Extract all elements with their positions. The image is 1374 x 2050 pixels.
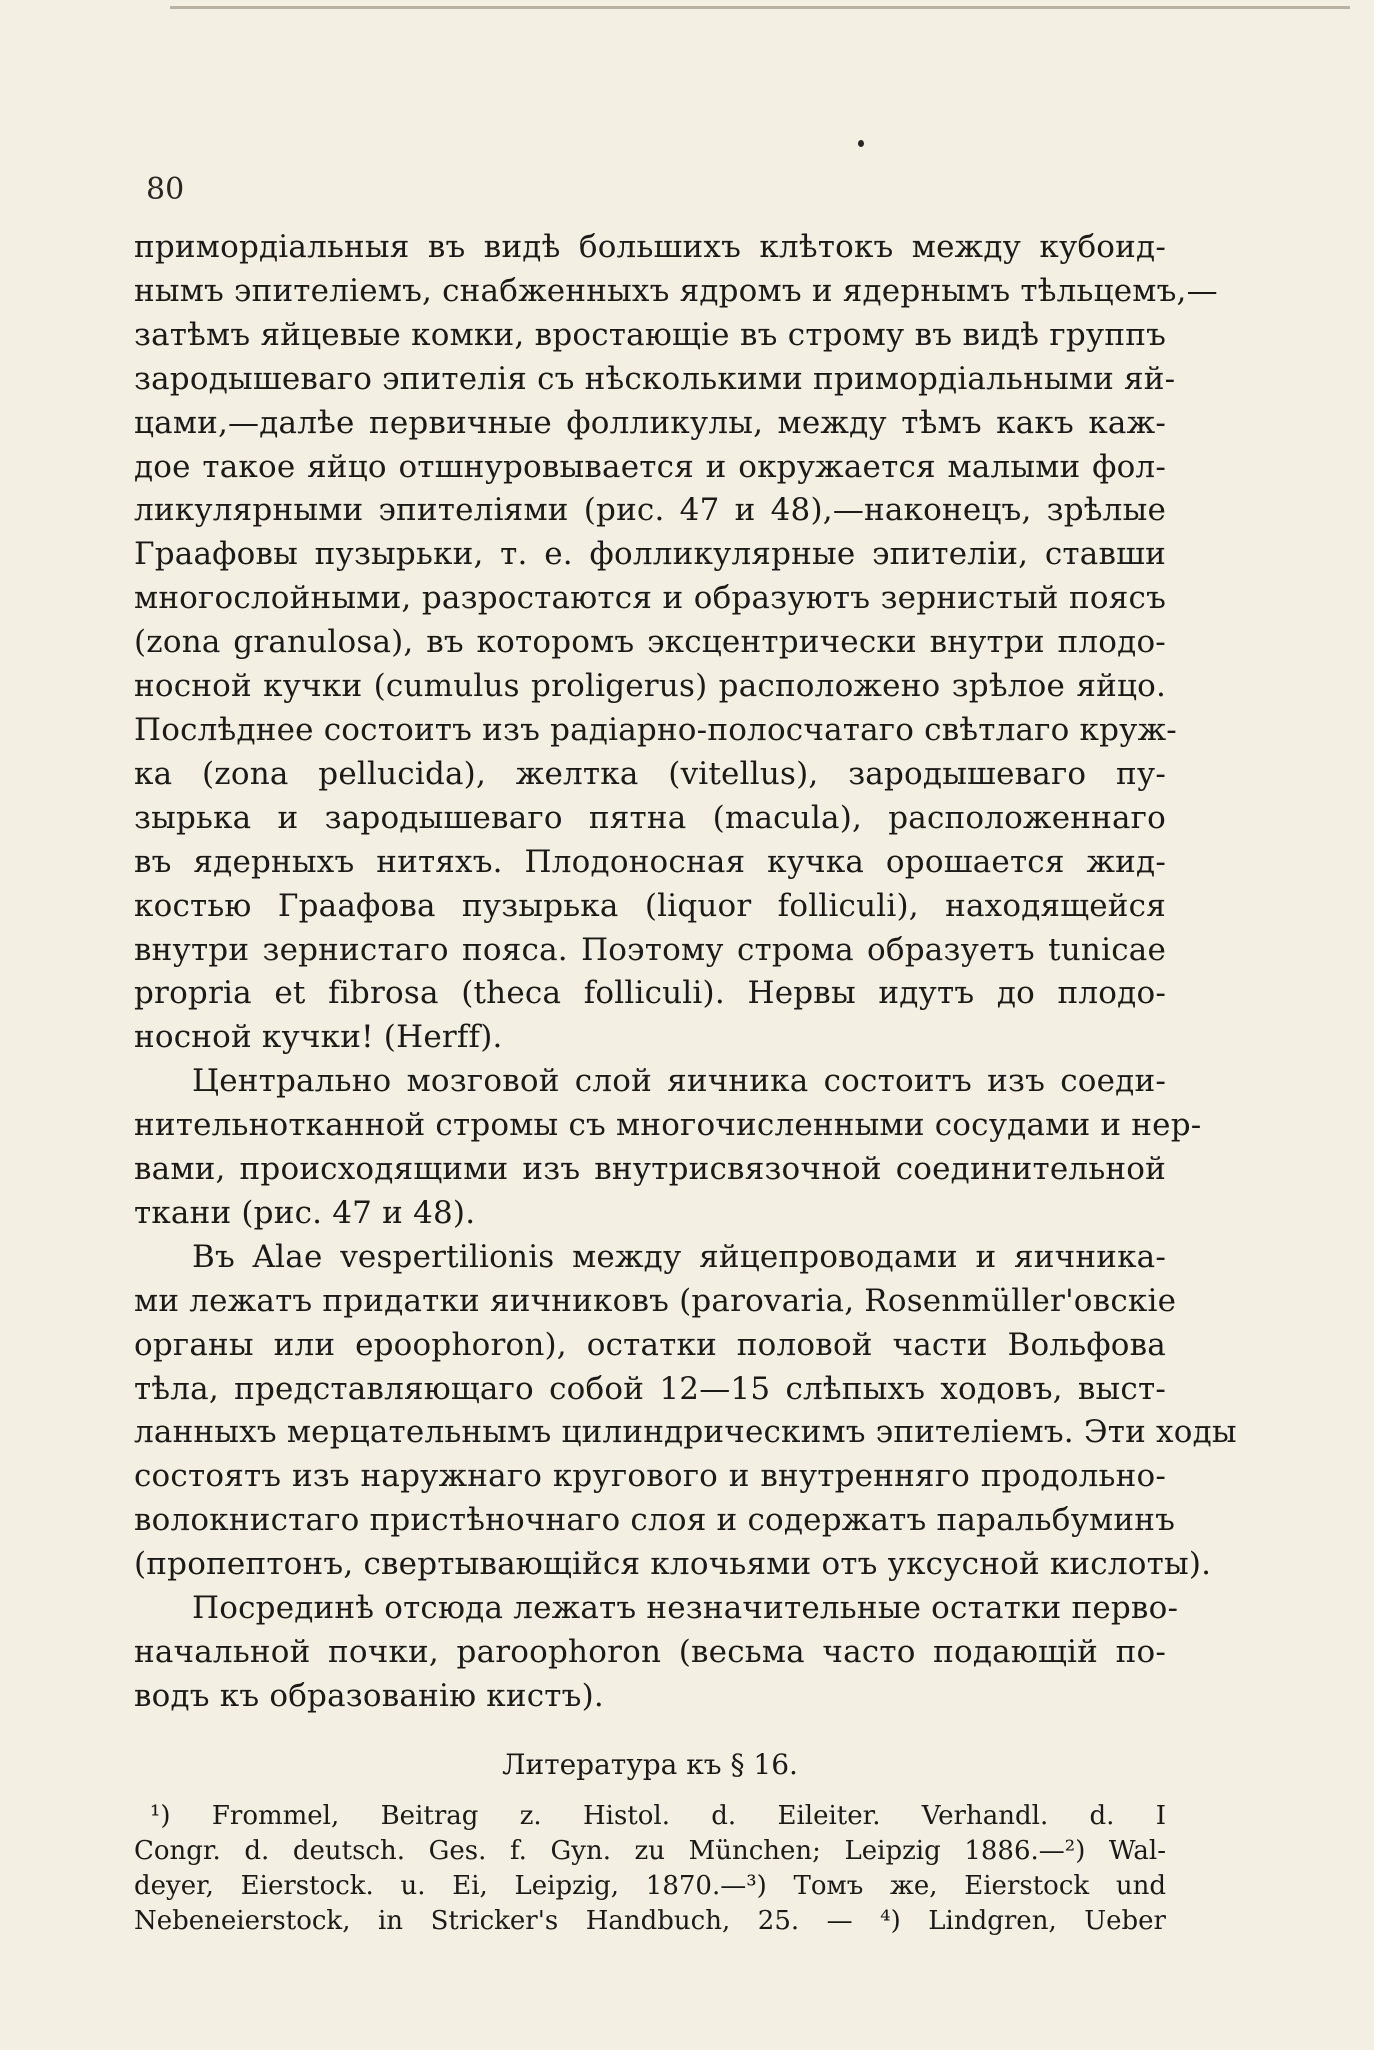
text-line: многослойными, разростаются и образуютъ зернистый поясъ [134, 580, 1166, 617]
text-line: вами, происходящими изъ внутрисвязочной соединительной [134, 1151, 1166, 1188]
text-line: затѣмъ яйцевые комки, вростающіе въ строму въ видѣ группъ [134, 316, 1166, 353]
text-line: состоятъ изъ наружнаго кругового и внутренняго продольно- [134, 1458, 1166, 1495]
top-rule [170, 6, 1350, 9]
text-line: ка (zona pellucida), желтка (vitellus), зародышеваго пу- [134, 755, 1166, 792]
text-line: (zona granulosa), въ которомъ эксцентрически внутри плодо- [134, 624, 1166, 661]
ink-speck [858, 140, 864, 147]
text-line: нительнотканной стромы съ многочисленными сосудами и нер- [134, 1107, 1202, 1144]
text-line: Посрединѣ отсюда лежатъ незначительные остатки перво- [192, 1590, 1179, 1627]
text-line: дое такое яйцо отшнуровывается и окружается малыми фол- [134, 448, 1166, 485]
text-line: Центрально мозговой слой яичника состоитъ изъ соеди- [192, 1063, 1166, 1100]
text-line: нымъ эпителіемъ, снабженныхъ ядромъ и ядернымъ тѣльцемъ,— [134, 272, 1218, 309]
text-line: примордіальныя въ видѣ большихъ клѣтокъ между кубоид- [134, 229, 1166, 265]
text-line: Послѣднее состоитъ изъ радіарно-полосчатаго свѣтлаго круж- [134, 711, 1177, 748]
text-line: propria et fibrosa (theca folliculi). Нервы идутъ до плодо- [134, 975, 1166, 1012]
text-line: органы или epoophoron), остатки половой части Вольфова [134, 1326, 1166, 1363]
literature-heading: Литература къ § 16. [502, 1747, 798, 1781]
footnote-line: ¹) Frommel, Beitrag z. Histol. d. Eileiter. Verhandl. d. I [150, 1800, 1166, 1831]
text-line: ми лежатъ придатки яичниковъ (parovaria, Rosenmüller'овскіе [134, 1282, 1177, 1319]
text-line: зародышеваго эпителія съ нѣсколькими примордіальными яй- [134, 360, 1176, 397]
text-line: костью Граафова пузырька (liquor folliculi), находящейся [134, 887, 1166, 924]
footnote-line: Congr. d. deutsch. Ges. f. Gyn. zu München; Leipzig 1886.—²) Wal- [134, 1835, 1166, 1866]
text-line: цами,—далѣе первичные фолликулы, между тѣмъ какъ каж- [134, 404, 1166, 441]
text-line: волокнистаго пристѣночнаго слоя и содержатъ паральбуминъ [134, 1502, 1175, 1539]
text-line: внутри зернистаго пояса. Поэтому строма образуетъ tunicae [134, 931, 1166, 968]
text-line: Граафовы пузырьки, т. е. фолликулярные эпителіи, ставши [134, 536, 1166, 573]
text-line: зырька и зародышеваго пятна (macula), расположеннаго [134, 799, 1166, 836]
text-line: Въ Alae vespertilionis между яйцепроводами и яичника- [192, 1238, 1166, 1275]
page-number: 80 [146, 172, 185, 207]
footnote-line: Nebeneierstock, in Stricker's Handbuch, 25. — ⁴) Lindgren, Ueber [134, 1905, 1166, 1936]
text-line: начальной почки, paroophoron (весьма часто подающій по- [134, 1634, 1166, 1670]
text-line: въ ядерныхъ нитяхъ. Плодоносная кучка орошается жид- [134, 843, 1166, 880]
text-line: водъ къ образованію кистъ). [134, 1677, 604, 1714]
text-line: носной кучки (cumulus proligerus) расположено зрѣлое яйцо. [134, 668, 1166, 705]
text-line: тѣла, представляющаго собой 12—15 слѣпыхъ ходовъ, выст- [134, 1370, 1166, 1407]
footnote-line: deyer, Eierstock. u. Ei, Leipzig, 1870.—³) Томъ же, Eierstock und [134, 1870, 1166, 1901]
text-line: (пропептонъ, свертывающійся клочьями отъ уксусной кислоты). [134, 1546, 1212, 1583]
page-body [134, 226, 1237, 1939]
text-line: ланныхъ мерцательнымъ цилиндрическимъ эпителіемъ. Эти ходы [134, 1414, 1237, 1451]
text-line: ткани (рис. 47 и 48). [134, 1194, 476, 1231]
text-line: носной кучки! (Herff). [134, 1019, 503, 1056]
text-line: ликулярными эпителіями (рис. 47 и 48),—наконецъ, зрѣлые [134, 492, 1166, 529]
